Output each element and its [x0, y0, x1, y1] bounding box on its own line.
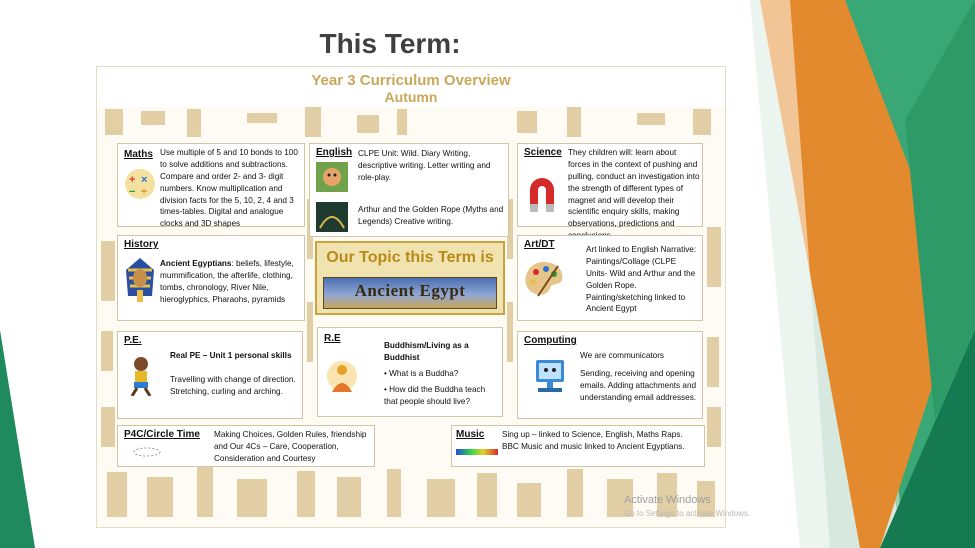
pharaoh-icon [124, 256, 156, 304]
pe-bold: Real PE – Unit 1 personal skills [170, 351, 292, 360]
svg-text:−: − [129, 186, 136, 198]
english-heading: English [316, 147, 353, 158]
history-bold: Ancient Egyptians [160, 259, 232, 268]
svg-text:÷: ÷ [141, 186, 148, 198]
maths-text: Use multiple of 5 and 10 bonds to 100 to solve additions and subtractions. Compare and order 2- and 3- digit numbers. Know multiplication and division facts for the 5, 10, 2, 4 and 3 times-tables. Digital and analogue clocks and 3D shapes [160, 148, 298, 229]
re-heading: R.E [324, 333, 341, 344]
pe-heading: P.E. [124, 335, 142, 346]
pe-text: Travelling with change of direction. Stretching, curling and arching. [170, 375, 296, 396]
topic-banner [323, 277, 497, 309]
re-bold: Buddhism/Living as a Buddhist [384, 341, 469, 362]
re-bullet-2: • How did the Buddha teach that people should live? [384, 385, 486, 406]
poster-title: Year 3 Curriculum Overview [311, 72, 511, 89]
curriculum-poster [96, 66, 726, 528]
topic-label: Our Topic this Term is [326, 249, 494, 266]
english-text-1: CLPE Unit: Wild. Diary Writing, descriptive writing. Letter writing and role-play. [358, 149, 491, 182]
activate-windows-subtext: Go to Settings to activate Windows. [624, 509, 751, 518]
computer-icon [530, 356, 570, 396]
re-bullet-1: • What is a Buddha? [384, 369, 459, 378]
golden-rope-book-icon [316, 202, 348, 232]
english-card [309, 143, 509, 237]
science-card [517, 143, 703, 227]
svg-text:+: + [129, 174, 136, 186]
music-bar-icon [456, 448, 498, 456]
topic-panel [315, 241, 505, 315]
child-running-icon [126, 356, 156, 396]
computing-heading: Computing [524, 335, 577, 346]
p4c-card [117, 425, 375, 467]
wild-book-icon [316, 162, 348, 192]
science-heading: Science [524, 147, 562, 158]
maths-heading: Maths [124, 149, 153, 160]
maths-card [117, 143, 305, 227]
computing-text-2: Sending, receiving and opening emails. Adding attachments and understanding email addresses. [580, 369, 697, 402]
activate-windows-watermark: Activate Windows [624, 494, 711, 506]
art-card [517, 235, 703, 321]
history-text [160, 258, 302, 306]
p4c-text: Making Choices, Golden Rules, friendship and Our 4Cs – Care, Cooperation, Consideration and Courtesy [214, 430, 367, 463]
magnet-icon [524, 172, 560, 212]
art-heading: Art/DT [524, 239, 555, 250]
music-heading: Music [456, 429, 485, 440]
music-card [451, 425, 705, 467]
poster-header [97, 67, 725, 107]
computing-text-1: We are communicators [580, 351, 665, 360]
science-text: They children will: learn about forces in the context of pushing and pulling, conduct an investigation into the strength of different types of magnet and will develop their scientific enquiry skills, making observations, predictions and [568, 148, 700, 229]
art-text: Art linked to English Narrative: Paintings/Collage (CLPE Units- Wild and Arthur and the Golden Rope. Painting/sketching linked to Ancient Egypt [586, 245, 697, 314]
circle-time-icon [132, 446, 162, 458]
maths-icon [124, 168, 156, 200]
english-text-2: Arthur and the Golden Rope (Myths and Legends) Creative writing. [358, 205, 504, 226]
history-body: : beliefs, lifestyle, mummification, the afterlife, clothing, tombs, chronology, River Nile, hieroglyphics, Pharaohs, pyramids [160, 259, 294, 304]
p4c-heading: P4C/Circle Time [124, 429, 200, 440]
computing-card [517, 331, 703, 419]
svg-text:×: × [141, 174, 148, 186]
topic-name: Ancient Egypt [354, 281, 466, 300]
history-card [117, 235, 305, 321]
re-card [317, 327, 503, 417]
slide-title: This Term: [319, 28, 461, 59]
buddha-icon [326, 360, 358, 396]
music-text: Sing up – linked to Science, English, Maths Raps. BBC Music and music linked to Ancient Egyptians. [502, 430, 685, 451]
pe-card [117, 331, 303, 419]
palette-icon [524, 260, 564, 298]
history-heading: History [124, 239, 159, 250]
poster-subtitle: Autumn [384, 89, 438, 105]
